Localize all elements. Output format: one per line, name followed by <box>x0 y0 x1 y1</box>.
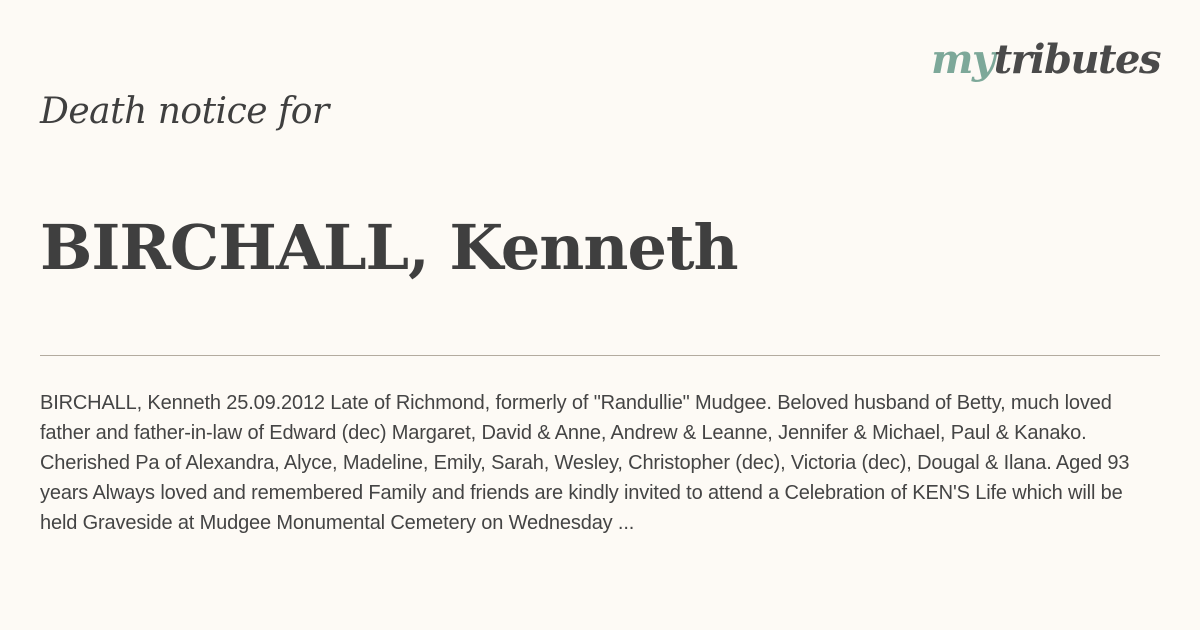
notice-body-text: BIRCHALL, Kenneth 25.09.2012 Late of Richmond, formerly of "Randullie" Mudgee. Beloved husband of Betty, much loved father and father-in-law of Edward (dec) Margaret, David & Anne, Andrew & Leanne, Jennifer & Michael, Paul & Kanako. Cherished Pa of Alexandra, Alyce, Madeline, Emily, Sarah, Wesley, Christopher (dec), Victoria (dec), Dougal & Ilana. Aged 93 years Always loved and remembered Family and friends are kindly invited to attend a Celebration of KEN'S Life which will be held Graveside at Mudgee Monumental Cemetery on Wednesday ... <box>40 392 1130 534</box>
deceased-name: BIRCHALL, Kenneth <box>40 211 738 284</box>
notice-type-label: Death notice for <box>40 91 329 132</box>
mytributes-logo[interactable] <box>931 36 1160 84</box>
logo-text-tributes: tributes <box>993 36 1160 83</box>
divider <box>40 355 1160 356</box>
logo-text-my: my <box>931 36 994 83</box>
